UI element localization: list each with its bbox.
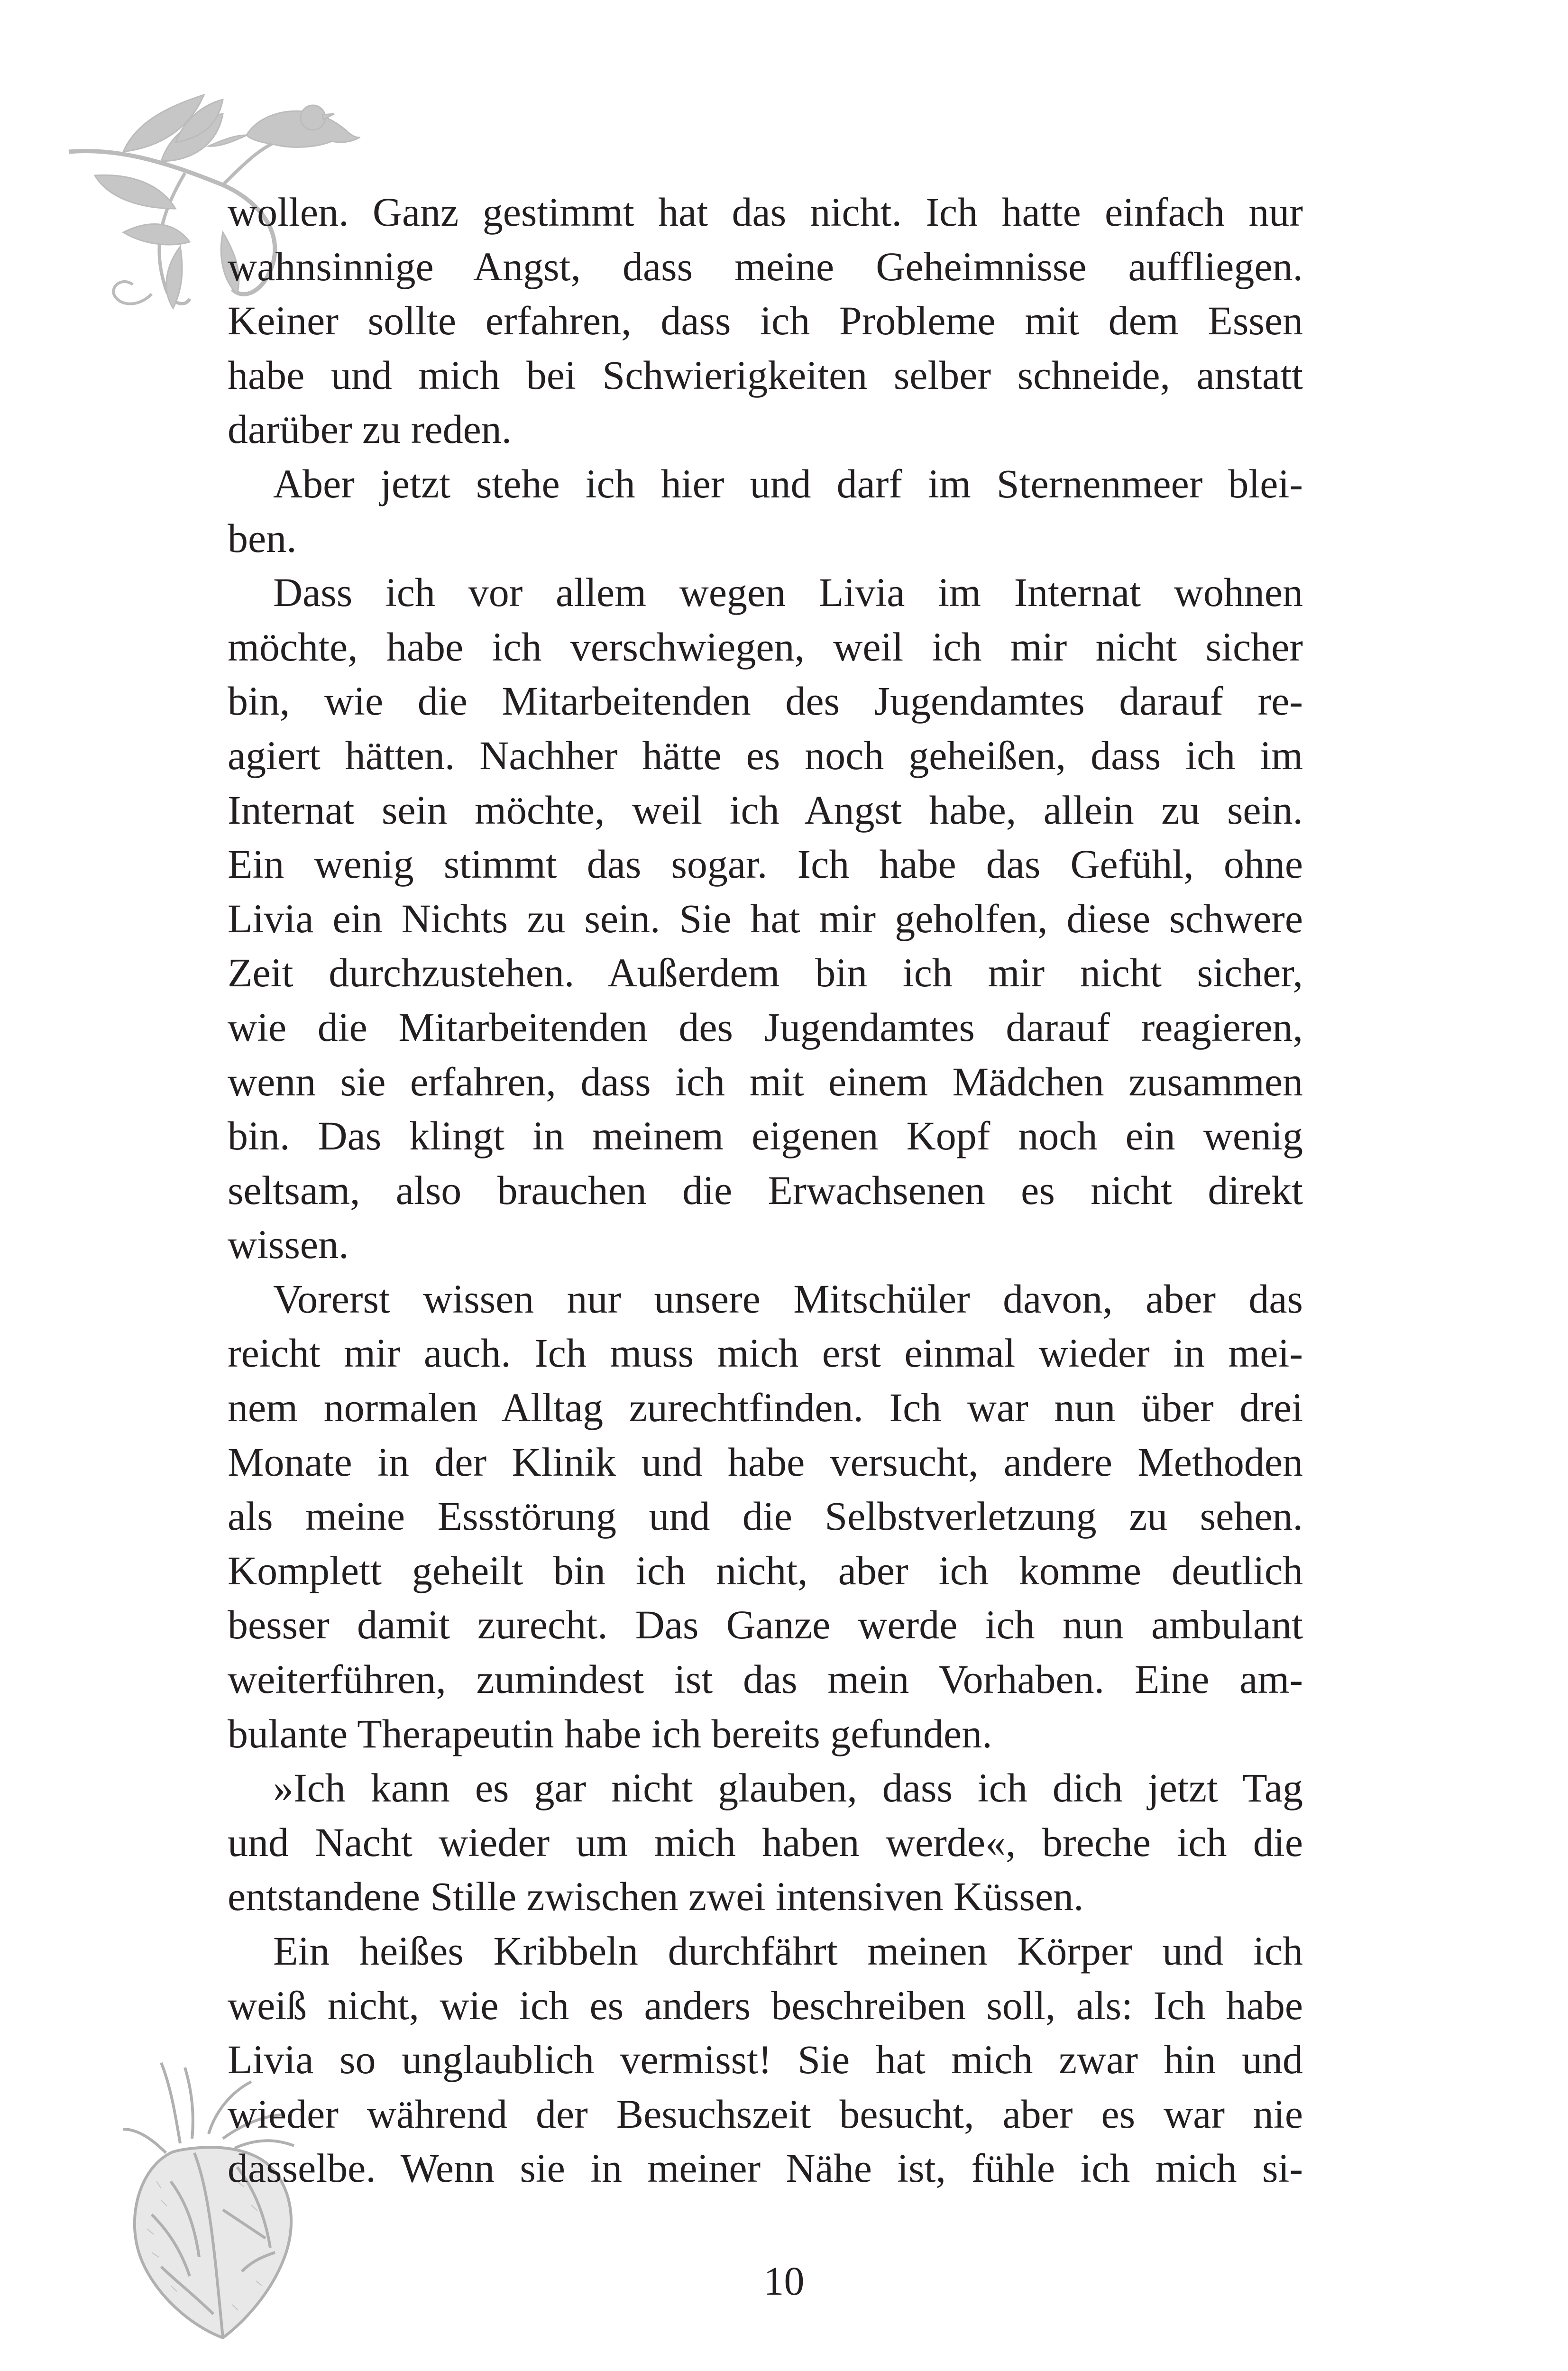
text-line: Ein heißes Kribbeln durchfährt meinen Körper und ich [273,1928,1303,1974]
text-line: Dass ich vor allem wegen Livia im Internat wohnen [273,570,1303,616]
text-line: Internat sein möchte, weil ich Angst habe, allein zu sein. [228,787,1303,833]
paragraph [228,565,1303,1272]
text-line: Livia so unglaublich vermisst! Sie hat mich zwar hin und [228,2037,1303,2083]
text-line: bulante Therapeutin habe ich bereits gefunden. [228,1710,992,1756]
text-line: wahnsinnige Angst, dass meine Geheimnisse auffliegen. [228,243,1303,289]
text-line: und Nacht wieder um mich haben werde«, breche ich die [228,1819,1303,1865]
text-line: Komplett geheilt bin ich nicht, aber ich komme deutlich [228,1547,1303,1593]
text-line: agiert hätten. Nachher hätte es noch geheißen, dass ich im [228,732,1303,778]
text-line: wie die Mitarbeitenden des Jugendamtes darauf reagieren, [228,1004,1303,1050]
text-line: Livia ein Nichts zu sein. Sie hat mir geholfen, diese schwere [228,895,1303,941]
paragraph [228,1272,1303,1761]
text-line: weiß nicht, wie ich es anders beschreiben soll, als: Ich habe [228,1982,1303,2028]
text-line: Monate in der Klinik und habe versucht, andere Methoden [228,1439,1303,1485]
text-line: ben. [228,515,297,561]
text-line: Vorerst wissen nur unsere Mitschüler davon, aber das [273,1276,1303,1322]
text-line: wollen. Ganz gestimmt hat das nicht. Ich hatte einfach nur [228,189,1303,235]
text-line: bin, wie die Mitarbeitenden des Jugendamtes darauf re- [228,678,1303,724]
paragraph [228,457,1303,565]
text-line: Ein wenig stimmt das sogar. Ich habe das Gefühl, ohne [228,841,1303,887]
text-line: besser damit zurecht. Das Ganze werde ich nun ambulant [228,1602,1303,1648]
text-line: weiterführen, zumindest ist das mein Vorhaben. Eine am- [228,1656,1303,1702]
paragraph [228,1761,1303,1924]
text-line: entstandene Stille zwischen zwei intensiven Küssen. [228,1874,1084,1920]
paragraph [228,185,1303,457]
text-line: darüber zu reden. [228,406,512,452]
text-line: Zeit durchzustehen. Außerdem bin ich mir nicht sicher, [228,950,1303,996]
page-number [0,2255,1568,2307]
text-line: Keiner sollte erfahren, dass ich Probleme mit dem Essen [228,298,1303,344]
text-line: Aber jetzt stehe ich hier und darf im Sternenmeer blei- [273,460,1303,506]
text-line: wissen. [228,1222,349,1268]
text-line: seltsam, also brauchen die Erwachsenen es nicht direkt [228,1167,1303,1213]
text-line: reicht mir auch. Ich muss mich erst einmal wieder in mei- [228,1330,1303,1376]
body-text [228,185,1303,2196]
paragraph [228,1924,1303,2196]
text-line: nem normalen Alltag zurechtfinden. Ich war nun über drei [228,1385,1303,1431]
text-line: als meine Essstörung und die Selbstverletzung zu sehen. [228,1493,1303,1539]
text-line: wenn sie erfahren, dass ich mit einem Mädchen zusammen [228,1058,1303,1104]
text-line: möchte, habe ich verschwiegen, weil ich mir nicht sicher [228,624,1303,670]
text-line: habe und mich bei Schwierigkeiten selber schneide, anstatt [228,352,1303,398]
text-line: »Ich kann es gar nicht glauben, dass ich dich jetzt Tag [273,1765,1303,1811]
text-line: wieder während der Besuchszeit besucht, aber es war nie [228,2091,1303,2137]
page-number-label: 10 [763,2258,805,2304]
text-line: bin. Das klingt in meinem eigenen Kopf noch ein wenig [228,1113,1303,1159]
text-line: dasselbe. Wenn sie in meiner Nähe ist, fühle ich mich si- [228,2145,1303,2191]
